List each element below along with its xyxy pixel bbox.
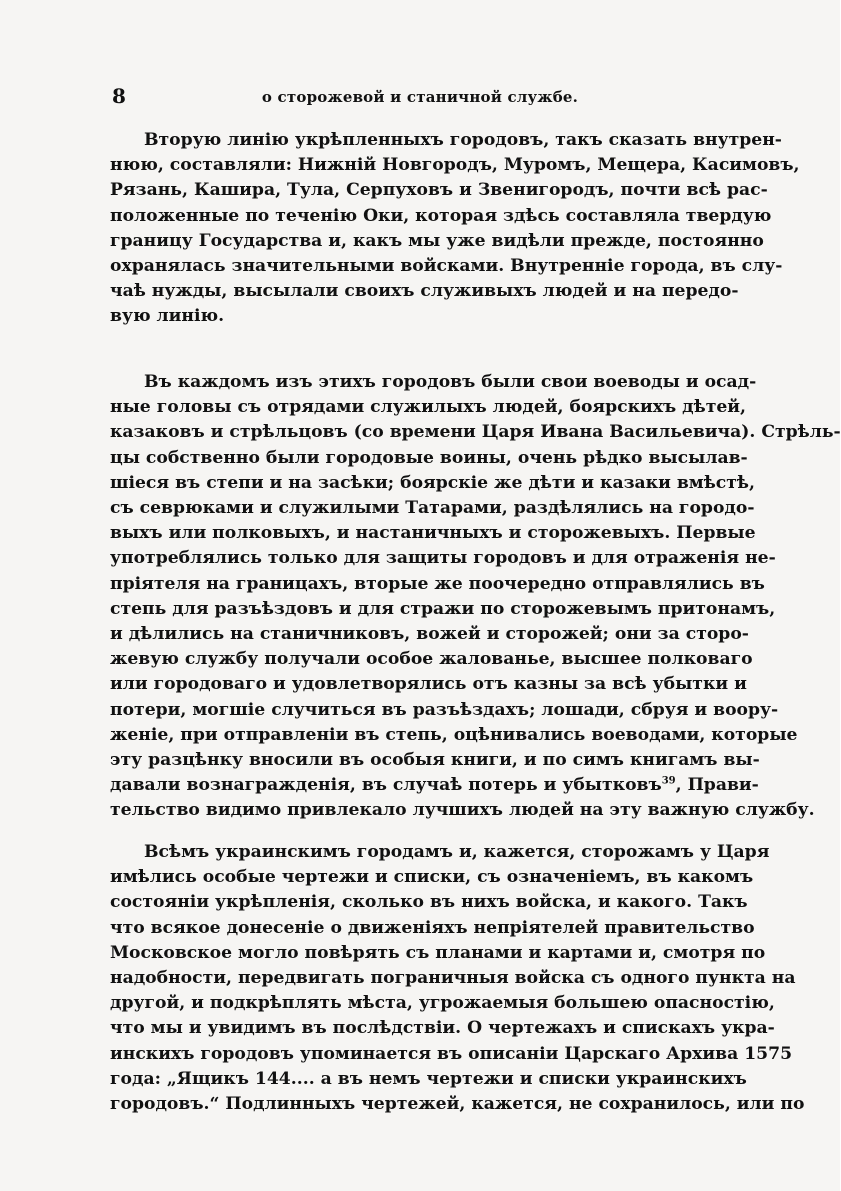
text-line: Въ каждомъ изъ этихъ городовъ были свои воеводы и осад- bbox=[144, 372, 757, 392]
text-line: пріятеля на границахъ, вторые же поочередно отправлялись въ bbox=[110, 573, 765, 594]
text-line: выхъ или полковыхъ, и настаничныхъ и сторожевыхъ. Первые bbox=[110, 523, 756, 544]
text-line: казаковъ и стрѣльцовъ (со времени Царя Ивана Васильевича). Стрѣль- bbox=[110, 422, 841, 443]
text-line: положенные по теченію Оки, которая здѣсь составляла твердую bbox=[110, 205, 772, 226]
text-line: тельство видимо привлекало лучшихъ людей на эту важную службу. bbox=[110, 800, 815, 821]
text-line: городовъ.“ Подлинныхъ чертежей, кажется, не сохранилось, или по bbox=[110, 1094, 805, 1115]
text-line: другой, и подкрѣплять мѣста, угрожаемыя большею опасностію, bbox=[110, 993, 775, 1014]
paragraph-3 bbox=[110, 840, 805, 1117]
text-line: инскихъ городовъ упоминается въ описаніи Царскаго Архива 1575 bbox=[110, 1043, 793, 1064]
text-line: Вторую линію укрѣпленныхъ городовъ, такъ сказать внутрен- bbox=[144, 130, 782, 150]
text-line: границу Государства и, какъ мы уже видѣли прежде, постоянно bbox=[110, 230, 764, 251]
text-line: года: „Ящикъ 144.... а въ немъ чертежи и списки украинскихъ bbox=[110, 1068, 747, 1089]
text-segment: Прави- bbox=[687, 775, 759, 796]
text-line: женіе, при отправленіи въ степь, оцѣнивались воеводами, которые bbox=[110, 724, 798, 745]
text-line: охранялась значительными войсками. Внутренніе города, въ слу- bbox=[110, 256, 783, 277]
text-line: Всѣмъ украинскимъ городамъ и, кажется, сторожамъ у Царя bbox=[144, 842, 770, 862]
text-line: чаѣ нужды, высылали своихъ служивыхъ людей и на передо- bbox=[110, 281, 739, 302]
text-line: съ севрюками и служилыми Татарами, раздѣлялись на городо- bbox=[110, 498, 755, 519]
text-line: и дѣлились на станичниковъ, вожей и сторожей; они за сторо- bbox=[110, 624, 749, 645]
text-line: состояніи укрѣпленія, сколько въ нихъ войска, и какого. Такъ bbox=[110, 892, 748, 913]
text-line: Рязань, Кашира, Тула, Серпуховъ и Звенигородъ, почти всѣ рас- bbox=[110, 180, 768, 201]
text-line: или городоваго и удовлетворялись отъ казны за всѣ убытки и bbox=[110, 674, 747, 695]
paragraph-2 bbox=[110, 370, 841, 824]
text-line: что мы и увидимъ въ послѣдствіи. О чертежахъ и спискахъ укра- bbox=[110, 1018, 775, 1039]
text-line: степь для разъѣздовъ и для стражи по сторожевымъ притонамъ, bbox=[110, 598, 776, 619]
text-line: вую линію. bbox=[110, 306, 225, 327]
text-line: потери, могшіе случиться въ разъѣздахъ; лошади, сбруя и воору- bbox=[110, 699, 779, 720]
text-segment: давали вознагражденія, въ случаѣ потерь и убытковъ bbox=[110, 775, 662, 796]
page-number: 8 bbox=[112, 84, 126, 108]
paragraph-1 bbox=[110, 128, 800, 330]
running-head bbox=[112, 84, 728, 112]
text-line: употреблялись только для защиты городовъ и для отраженія не- bbox=[110, 548, 776, 569]
text-line: жевую службу получали особое жалованье, высшее полковаго bbox=[110, 649, 753, 670]
running-title: о сторожевой и станичной службе. bbox=[261, 88, 579, 106]
text-line: цы собственно были городовые воины, очень рѣдко высылав- bbox=[110, 447, 748, 468]
text-line: эту разцѣнку вносили въ особыя книги, и по симъ книгамъ вы- bbox=[110, 750, 760, 771]
text-line: надобности, передвигать пограничныя войска съ одного пункта на bbox=[110, 968, 796, 989]
footnote-marker: 39 bbox=[661, 775, 676, 787]
text-line: нюю, составляли: Нижній Новгородъ, Муромъ, Мещера, Касимовъ, bbox=[110, 155, 800, 176]
text-line: шіеся въ степи и на засѣки; боярскіе же дѣти и казаки вмѣстѣ, bbox=[110, 472, 755, 493]
text-line: имѣлись особые чертежи и списки, съ означеніемъ, въ какомъ bbox=[110, 867, 754, 888]
text-line: ные головы съ отрядами служилыхъ людей, боярскихъ дѣтей, bbox=[110, 397, 747, 418]
text-line: что всякое донесеніе о движеніяхъ непріятелей правительство bbox=[110, 917, 755, 938]
text-line: Московское могло повѣрять съ планами и картами и, смотря по bbox=[110, 942, 766, 963]
text-line-with-footnote: давали вознагражденія, въ случаѣ потерь и убытковъ$^{39}$, Прави- bbox=[110, 775, 759, 796]
